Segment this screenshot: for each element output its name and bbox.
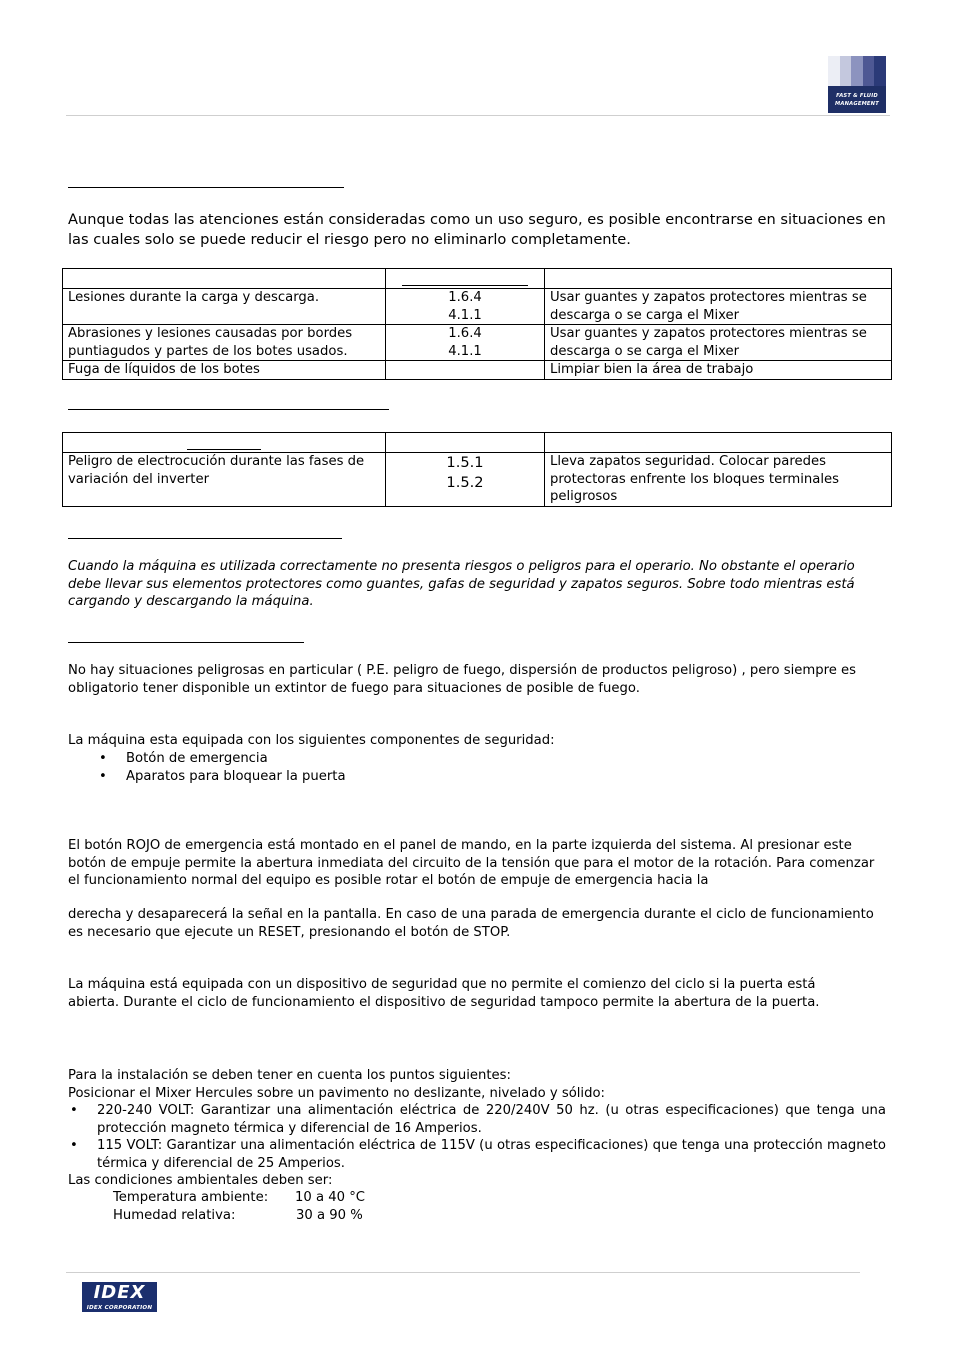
installation-line-2: Posicionar el Mixer Hercules sobre un pavimento no deslizante, nivelado y sólido: [68,1086,605,1101]
emergency-paragraph-1: El botón ROJO de emergencia está montado en el panel de mando, en la parte izquierda del sistema. Al presionar este botón de empuje permite la abertura inmediata del circuito de la tensión que para el motor de la rotación. Para comenzar el funcionamiento normal del equipo es posible rotar el botón de empuje de emergencia hacia la [68,838,875,888]
safety-components-list [126,750,626,785]
ref-value: 4.1.1 [448,343,482,359]
ref-cell [386,453,545,507]
table-row [63,325,892,361]
ref-cell [386,361,545,380]
emergency-paragraph-2: derecha y desaparecerá la señal en la pantalla. En caso de una parada de emergencia durante el ciclo de funcionamiento es necesario que ejecute un RESET, presionando el botón de STOP. [68,907,874,940]
idex-logo-subtitle: IDEX CORPORATION [82,1304,157,1312]
risk-table-electrical [62,432,892,507]
risk-cell: Fuga de líquidos de los botes [63,361,386,380]
section-heading-underline-3 [68,538,342,539]
section-heading-underline-1 [68,187,344,188]
risk-cell: Peligro de electrocución durante las fases de variación del inverter [63,453,386,507]
fast-fluid-management-logo [828,56,886,113]
installation-line-1: Para la instalación se deben tener en cuenta los puntos siguientes: [68,1068,511,1083]
table-row [63,453,892,507]
idex-logo [82,1282,157,1312]
condition-humidity-value: 30 a 90 % [296,1208,363,1223]
conditions-label: Las condiciones ambientales deben ser: [68,1173,333,1188]
risk-cell: Lesiones durante la carga y descarga. [63,289,386,325]
condition-temperature-value: 10 a 40 °C [295,1190,366,1205]
table-row [63,289,892,325]
installation-power-list [97,1102,886,1172]
safety-components-intro: La máquina esta equipada con los siguientes componentes de seguridad: [68,733,555,748]
door-lock-paragraph: La máquina está equipada con un dispositivo de seguridad que no permite el comienzo del ciclo si la puerta está abierta. Durante el ciclo de funcionamiento el dispositivo de seguridad tampoco permite la abertura de la puerta. [68,977,820,1010]
logo-line-2: MANAGEMENT [835,101,879,107]
table1-header-underline [402,285,528,286]
header-cell-measure [545,269,892,289]
operator-safety-note: Cuando la máquina es utilizada correctamente no presenta riesgos o peligros para el operario. No obstante el operario debe llevar sus elementos protectores como guantes, gafas de seguridad y zapatos seguros. Sobre todo mientras está cargando y descargando la máquina. [68,559,855,609]
ref-value: 1.6.4 [448,290,482,305]
measure-cell: Usar guantes y zapatos protectores mientras se descarga o se carga el Mixer [545,325,892,361]
footer-rule [66,1272,860,1273]
intro-paragraph: Aunque todas las atenciones están consideradas como un uso seguro, es posible encontrarse en situaciones en las cuales solo se puede reducir el riesgo pero no eliminarlo completamente. [68,211,886,248]
condition-temperature-label: Temperatura ambiente: [113,1190,269,1205]
header-cell-risk [63,269,386,289]
fire-paragraph: No hay situaciones peligrosas en particular ( P.E. peligro de fuego, dispersión de productos peligroso) , pero siempre es obligatorio tener disponible un extintor de fuego para situaciones de posible de fuego. [68,663,856,696]
idex-logo-word: IDEX [93,1282,146,1303]
logo-stripes [828,56,886,86]
ref-value: 1.5.2 [446,474,484,491]
ref-value: 1.5.1 [446,454,484,471]
risk-cell: Abrasiones y lesiones causadas por bordes puntiagudos y partes de los botes usados. [63,325,386,361]
list-item: • Aparatos para bloquear la puerta [126,768,626,786]
ref-value: 1.6.4 [448,326,482,341]
logo-band [828,86,886,113]
header-cell-measure [545,433,892,453]
section-heading-underline-2 [68,409,389,410]
measure-cell: Lleva zapatos seguridad. Colocar paredes protectoras enfrente los bloques terminales peligrosos [545,453,892,507]
list-item: • 115 VOLT: Garantizar una alimentación eléctrica de 115V (u otras especificaciones) que tenga una protección magneto térmica y diferencial de 25 Amperios. [97,1137,886,1172]
logo-line-1: FAST & FLUID [836,93,878,99]
measure-cell: Limpiar bien la área de trabajo [545,361,892,380]
header-cell-ref [386,433,545,453]
header-rule [66,115,890,116]
ref-cell [386,289,545,325]
list-item: • 220-240 VOLT: Garantizar una alimentación eléctrica de 220/240V 50 hz. (u otras especificaciones) que tenga una protección magneto térmica y diferencial de 16 Amperios. [97,1102,886,1137]
list-item: • Botón de emergencia [126,750,626,768]
ref-value: 4.1.1 [448,307,482,323]
ref-cell [386,325,545,361]
table-row [63,361,892,380]
measure-cell: Usar guantes y zapatos protectores mientras se descarga o se carga el Mixer [545,289,892,325]
table2-header-underline [187,449,261,450]
section-heading-underline-4 [68,642,304,643]
condition-humidity-label: Humedad relativa: [113,1208,236,1223]
